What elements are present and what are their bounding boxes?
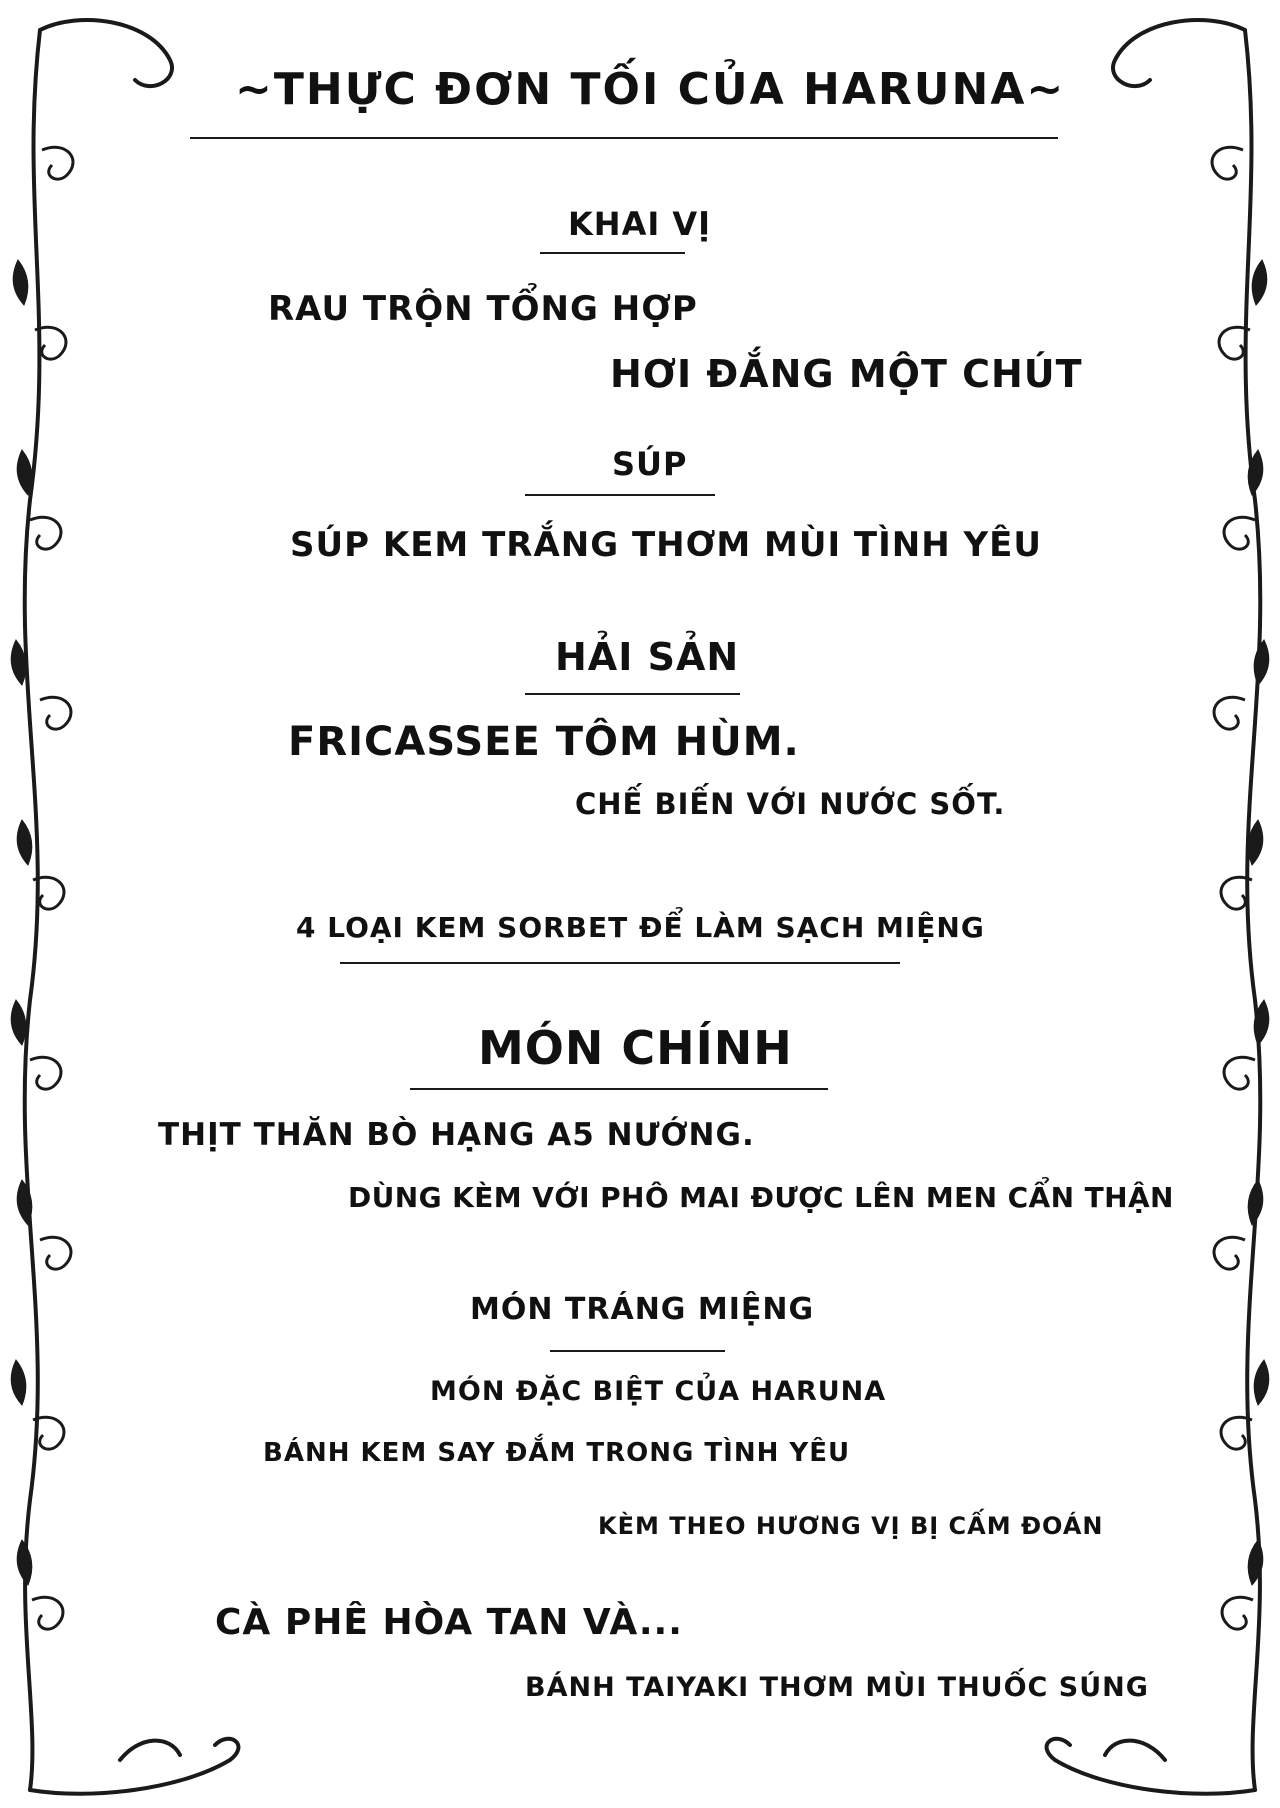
menu-item: 4 LOẠI KEM SORBET ĐỂ LÀM SẠCH MIỆNG [296,911,985,944]
section-heading-appetizer: KHAI VỊ [568,205,712,243]
section-heading-main-course: MÓN CHÍNH [478,1021,793,1075]
menu-item: HƠI ĐẮNG MỘT CHÚT [610,352,1083,396]
menu-item: MÓN ĐẶC BIỆT CỦA HARUNA [430,1376,887,1407]
heading-underline [525,693,740,695]
menu-item: BÁNH TAIYAKI THƠM MÙI THUỐC SÚNG [525,1672,1149,1703]
menu-item: BÁNH KEM SAY ĐẮM TRONG TÌNH YÊU [263,1438,851,1468]
menu-item: KÈM THEO HƯƠNG VỊ BỊ CẤM ĐOÁN [598,1512,1104,1540]
menu-item: RAU TRỘN TỔNG HỢP [268,289,698,329]
menu-item: CHẾ BIẾN VỚI NƯỚC SỐT. [575,787,1006,821]
heading-underline [410,1088,828,1090]
section-heading-dessert: MÓN TRÁNG MIỆNG [470,1292,815,1327]
title-underline [190,137,1058,139]
item-underline [340,962,900,964]
section-heading-seafood: HẢI SẢN [555,635,740,679]
menu-item: THỊT THĂN BÒ HẠNG A5 NƯỚNG. [158,1117,755,1153]
menu-item: CÀ PHÊ HÒA TAN VÀ... [215,1602,683,1643]
section-heading-soup: SÚP [612,445,688,483]
menu-item: SÚP KEM TRẮNG THƠM MÙI TÌNH YÊU [290,525,1042,565]
menu-title: ~THỰC ĐƠN TỐI CỦA HARUNA~ [235,64,1066,115]
heading-underline [525,494,715,496]
heading-underline [540,252,685,254]
heading-underline [550,1350,725,1352]
menu-item: DÙNG KÈM VỚI PHÔ MAI ĐƯỢC LÊN MEN CẨN THẬN [348,1181,1174,1214]
menu-item: FRICASSEE TÔM HÙM. [288,719,800,765]
